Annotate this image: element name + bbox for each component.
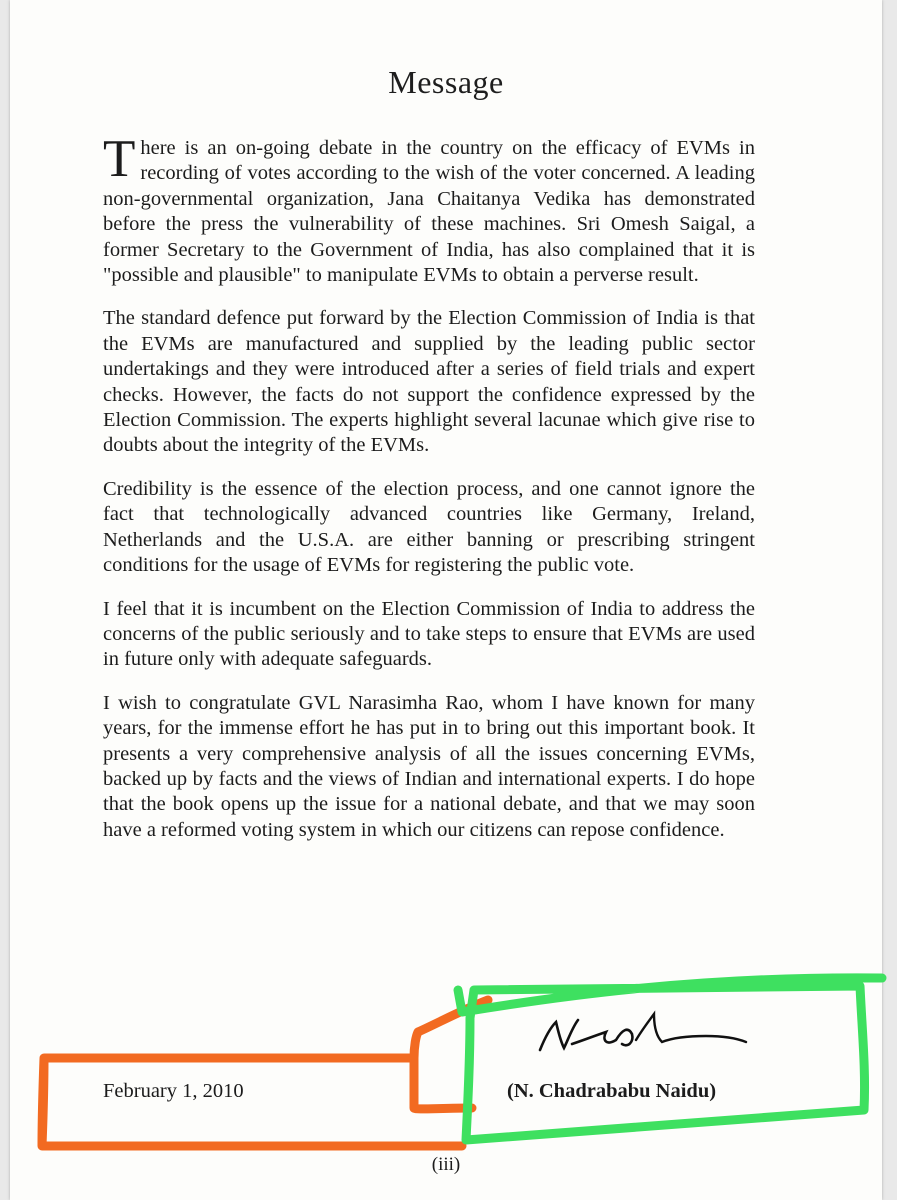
signatory-name: (N. Chadrababu Naidu): [507, 1080, 717, 1102]
paragraph-4: I feel that it is incumbent on the Election Commission of India to address the concerns of the public seriously and to take steps to ensure that EVMs are used in future only with adequate safeguards.: [103, 597, 755, 671]
handwritten-signature: [532, 1000, 752, 1070]
drop-cap: T: [103, 130, 136, 188]
paragraph-5: I wish to congratulate GVL Narasimha Rao, whom I have known for many years, for the immense effort he has put in to bring out this important book. It presents a very comprehensive analysis of all the issues concerning EVMs, backed up by facts and the views of Indian and international experts. I do hope that the book opens up the issue for a national debate, and that we may soon have a reformed voting system in which our citizens can repose confidence.: [103, 691, 755, 841]
paragraph-3: Credibility is the essence of the election process, and one cannot ignore the fact that technologically advanced countries like Germany, Ireland, Netherlands and the U.S.A. are either banning or prescribing stringent conditions for the usage of EVMs for registering the public vote.: [103, 477, 755, 577]
page-title: Message: [388, 64, 504, 100]
document-page: [10, 0, 882, 1200]
message-date: February 1, 2010: [103, 1080, 244, 1102]
message-body: [103, 130, 755, 861]
page-number: (iii): [431, 1154, 461, 1175]
paragraph-1-text: here is an on-going debate in the country on the efficacy of EVMs in recording of votes according to the wish of the voter concerned. A leading non-governmental organization, Jana Chaitanya Vedika has demonstrated before the press the vulnerability of these machines. Sri Omesh Saigal, a former Secretary to the Government of India, has also complained that it is "possible and plausible" to manipulate EVMs to obtain a perverse result.: [103, 137, 755, 287]
paragraph-2: The standard defence put forward by the Election Commission of India is that the EVMs are manufactured and supplied by the leading public sector undertakings and they were introduced after a series of field trials and expert checks. However, the facts do not support the confidence expressed by the Election Commission. The experts highlight several lacunae which give rise to doubts about the integrity of the EVMs.: [103, 307, 755, 457]
paragraph-1: [103, 130, 755, 288]
